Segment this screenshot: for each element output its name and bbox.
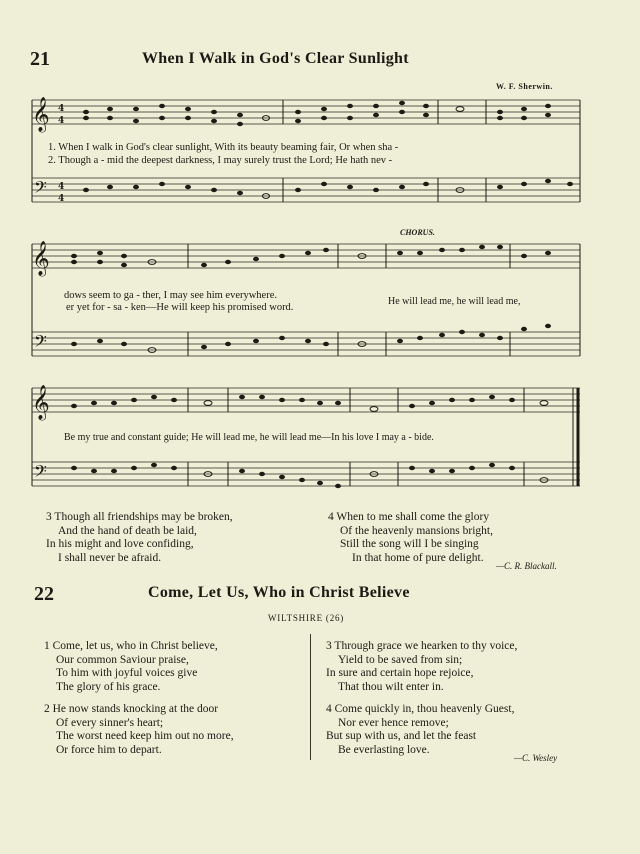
hymn-22-verse-1: 1 Come, let us, who in Christ believe, Our common Saviour praise, To him with joyful voices give The glory of his grace.	[44, 640, 218, 693]
svg-text:4: 4	[58, 116, 65, 126]
svg-text:𝄞: 𝄞	[32, 385, 50, 420]
svg-text:𝄢: 𝄢	[34, 331, 47, 355]
column-divider	[310, 634, 311, 760]
bass-staff-1	[32, 177, 580, 204]
hymn-21-chorus-line1: He will lead me, he will lead me,	[388, 296, 521, 307]
svg-text:4: 4	[58, 104, 65, 114]
bass-staff-3	[32, 461, 580, 486]
hymn-21-lyrics-line1-verse1: 1. When I walk in God's clear sunlight, With its beauty beaming fair, Or when sha -	[48, 142, 399, 153]
music-system-1	[28, 92, 584, 216]
treble-staff-1	[32, 97, 580, 133]
hymn-22-title: Come, Let Us, Who in Christ Believe	[148, 584, 410, 601]
hymn-21-lyrics-line2-verse2: er yet for - sa - ken—He will keep his promised word.	[66, 302, 294, 313]
svg-text:𝄞: 𝄞	[32, 241, 50, 276]
hymn-22-verse-3: 3 Through grace we hearken to thy voice, Yield to be saved from sin; In sure and certain hope rejoice, That thou wilt enter in.	[326, 640, 518, 693]
hymn-21-attribution: —C. R. Blackall.	[496, 561, 557, 571]
hymn-22-number: 22	[34, 583, 54, 605]
bass-clef-icon: 𝄢	[34, 177, 47, 201]
hymn-21-title: When I Walk in God's Clear Sunlight	[142, 50, 409, 67]
svg-text:𝄢: 𝄢	[34, 461, 47, 485]
svg-text:4: 4	[58, 182, 65, 192]
bass-staff-2	[32, 331, 580, 356]
hymn-22-tune: WILTSHIRE (26)	[268, 613, 345, 623]
treble-clef-icon: 𝄞	[32, 97, 50, 132]
hymn-21-lyrics-line2-verse1: dows seem to ga - ther, I may see him everywhere.	[64, 290, 278, 301]
hymn-21-verse-4: 4 When to me shall come the glory Of the heavenly mansions bright, Still the song will I be singing In that home of pure delight.	[328, 511, 493, 564]
hymn-21-lyrics-line1-verse2: 2. Though a - mid the deepest darkness, I may surely trust the Lord; He hath nev -	[48, 155, 393, 166]
hymn-22-verse-4: 4 Come quickly in, thou heavenly Guest, Nor ever hence remove; But sup with us, and let the feast Be everlasting love.	[326, 703, 515, 756]
hymn-21-verse-3: 3 Though all friendships may be broken, And the hand of death be laid, In his might and love confiding, I shall never be afraid.	[46, 511, 233, 564]
hymn-21-number: 21	[30, 48, 50, 70]
hymn-22-verse-2: 2 He now stands knocking at the door Of every sinner's heart; The worst need keep him out no more, Or force him to depart.	[44, 703, 234, 756]
hymn-21-chorus-line2: Be my true and constant guide; He will lead me, he will lead me—In his love I may a - bide.	[64, 432, 434, 443]
svg-text:4: 4	[58, 194, 65, 204]
hymn-22-attribution: —C. Wesley	[514, 753, 558, 763]
chorus-label: CHORUS.	[400, 228, 435, 237]
hymn-21-composer: W. F. Sherwin.	[496, 82, 553, 91]
